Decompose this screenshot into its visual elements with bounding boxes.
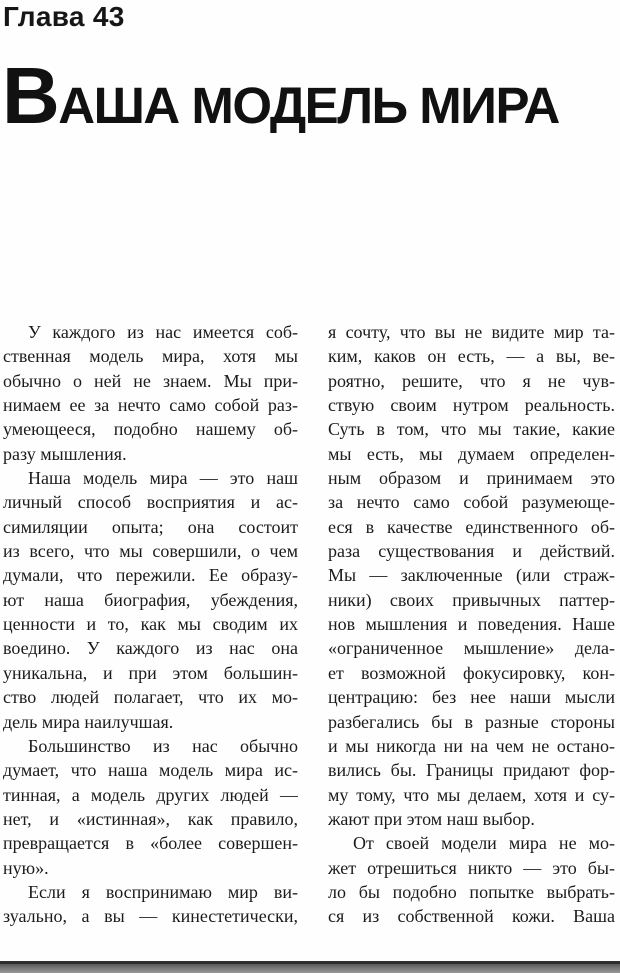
text-line: уникальна, и при этом большин- [3,662,298,683]
text-line: Наша модель мира — это наш [28,468,298,489]
text-line: Большинство из нас обычно [28,735,298,756]
text-line: ствую своим нутром реальность. [328,395,615,416]
text-line: из всего, что мы совершили, о чем [3,541,298,562]
text-line: Мы — заключенные (или страж- [328,565,615,586]
text-line: обычно о ней не знаем. Мы при- [3,370,298,391]
text-line: зуально, а вы — кинестетически, [3,906,298,927]
text-line: вились бы. Границы придают фор- [328,760,615,781]
text-line: тинная, а модель других людей — [3,784,298,805]
text-line: симиляции опыта; она состоит [3,516,298,537]
text-line: нет, и «истинная», как правило, [3,808,298,829]
text-line: ным образом и принимаем это [328,468,615,489]
text-line: превращается в «более совершен- [3,833,298,854]
text-line: и мы никогда ни на чем не остано- [328,735,615,756]
text-line: ценности и то, как мы сводим их [3,614,298,635]
text-line: жет отрешиться никто — это бы- [328,857,615,878]
text-line: ники) своих привычных паттер- [328,589,615,610]
text-line: ся из собственной кожи. Ваша [328,906,615,927]
right-column [328,320,615,929]
text-line: роятно, решите, что я не чув- [328,370,615,391]
text-line: ют наша биография, убеждения, [3,589,298,610]
text-line: раза существования и действий. [328,541,615,562]
text-line: ло бы подобно попытке выбрать- [328,881,615,902]
text-line: центрацию: без нее наши мысли [328,687,615,708]
text-line: Суть в том, что мы такие, какие [328,419,615,440]
text-line: У каждого из нас имеется соб- [28,322,298,342]
text-line: думает, что наша модель мира ис- [3,760,298,781]
text-line: мы есть, мы думаем определен- [328,443,615,464]
text-line: дель мира наилучшая. [3,711,174,732]
text-line: «ограниченное мышление» дела- [328,638,615,659]
text-line: ким, каков он есть, — а вы, ве- [328,346,615,367]
text-line: умеющееся, подобно нашему об- [3,419,298,440]
text-line: ственная модель мира, хотя мы [3,346,298,367]
page-title [2,51,559,140]
text-line: воедино. У каждого из нас она [3,638,298,659]
text-line: еся в качестве единственного об- [328,516,615,537]
text-line: ет возможной фокусировку, кон- [328,662,615,683]
text-line: нимаем ее за нечто само собой раз- [3,395,298,416]
text-line: я сочту, что вы не видите мир та- [328,322,615,342]
left-column [3,320,298,929]
text-line: разу мышления. [3,443,127,464]
text-line: ную». [3,857,49,878]
title-rest: АША МОДЕЛЬ МИРА [58,77,559,134]
page-edge-shadow [0,964,620,973]
text-line: жают при этом наш выбор. [328,808,535,829]
text-line: личный способ восприятия и ас- [3,492,298,513]
text-line: Если я воспринимаю мир ви- [28,881,298,902]
body-text [3,320,615,929]
text-line: От своей модели мира не мо- [353,833,615,854]
text-line: думали, что пережили. Ее образу- [3,565,298,586]
text-line: разбегались бы в разные стороны [328,711,615,732]
text-line: му тому, что мы делаем, хотя и су- [328,784,615,805]
title-drop-cap: В [2,51,59,140]
text-line: нов мышления и поведения. Наше [328,614,615,635]
text-line: за нечто само собой разумеюще- [328,492,615,513]
chapter-label: Глава 43 [3,1,125,32]
text-line: ство людей полагает, что их мо- [3,687,298,708]
